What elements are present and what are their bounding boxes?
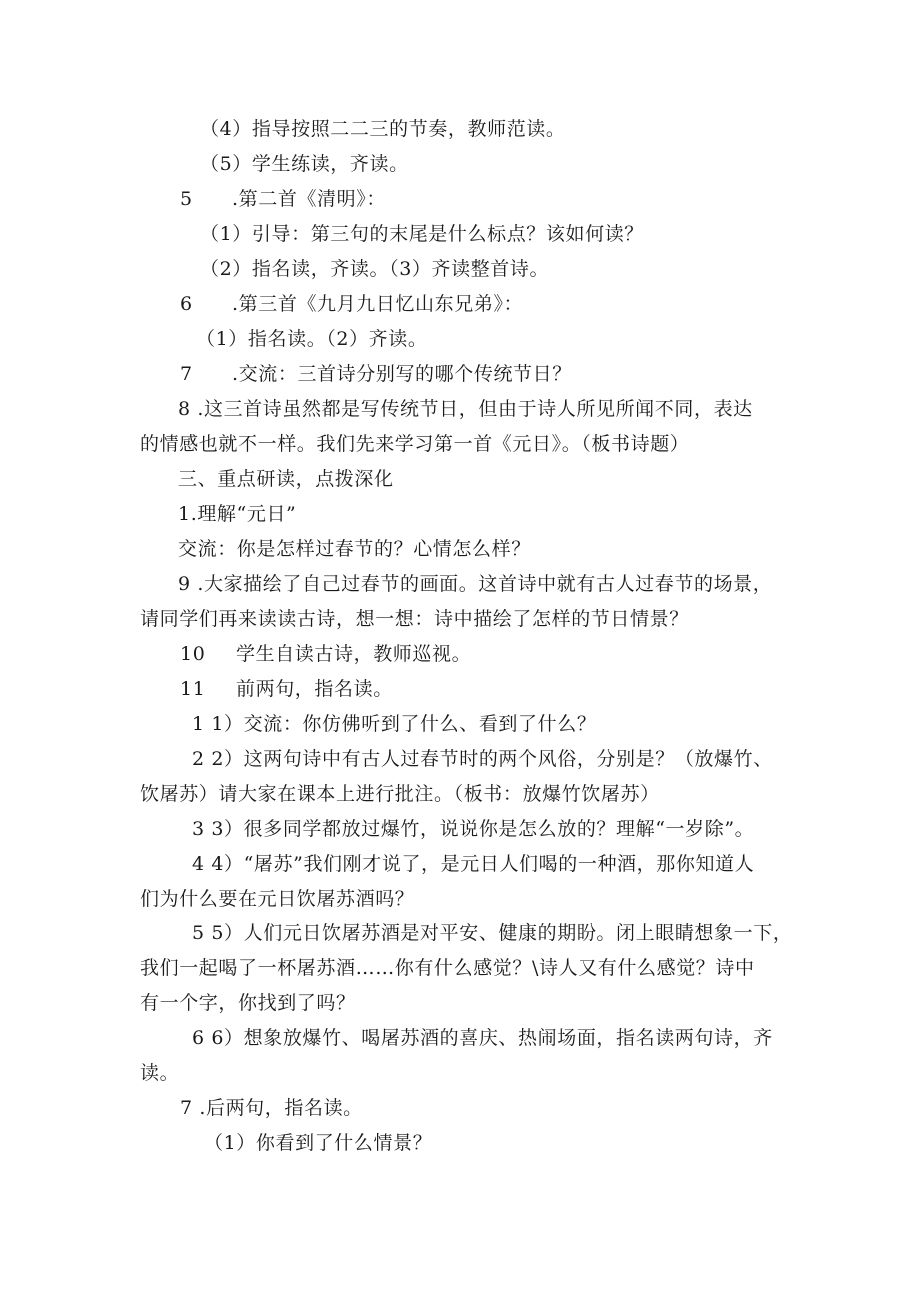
text-line: 7 .后两句，指名读。 [180,1097,363,1119]
text-line: 读。 [140,1062,180,1084]
text-line: 1.理解“元日” [178,503,297,525]
line-text: 学生自读古诗，教师巡视。 [236,643,472,665]
numbered-line [180,642,471,666]
text-line: 9 .大家描绘了自己过春节的画面。这首诗中就有古人过春节的场景， [178,573,773,595]
numbered-line [180,362,572,386]
list-number: 10 [180,643,206,665]
text-line: 5 5）人们元日饮屠苏酒是对平安、健康的期盼。闭上眼睛想象一下， [192,922,793,944]
text-line: 有一个字，你找到了吗？ [140,992,356,1014]
text-line: 1 1）交流：你仿佛听到了什么、看到了什么？ [192,713,597,735]
line-text: .交流：三首诗分别写的哪个传统节日？ [232,363,572,385]
numbered-line [180,187,386,211]
text-line: 的情感也就不一样。我们先来学习第一首《元日》。（板书诗题） [140,433,690,455]
text-line: 我们一起喝了一杯屠苏酒……你有什么感觉？\诗人又有什么感觉？诗中 [140,957,755,979]
text-line: 6 6）想象放爆竹、喝屠苏酒的喜庆、热闹场面，指名读两句诗，齐 [192,1027,773,1049]
line-text: .第三首《九月九日忆山东兄弟》： [232,293,524,315]
text-line: （1）引导：第三句的末尾是什么标点？该如何读？ [200,223,644,245]
numbered-line [180,677,393,701]
text-line: 交流：你是怎样过春节的？心情怎么样？ [178,538,531,560]
numbered-line [180,292,523,316]
text-line: （1）你看到了什么情景？ [204,1132,433,1154]
text-line: （1）指名读。（2）齐读。 [196,328,428,350]
list-number: 7 [180,363,193,385]
list-number: 5 [180,188,193,210]
text-line: （4）指导按照二二三的节奏，教师范读。 [200,118,566,140]
text-line: 们为什么要在元日饮屠苏酒吗？ [140,888,415,910]
text-line: 3 3）很多同学都放过爆竹，说说你是怎么放的？理解“一岁除”。 [192,818,755,840]
line-text: 前两句，指名读。 [236,678,393,700]
text-line: 请同学们再来读读古诗，想一想：诗中描绘了怎样的节日情景？ [140,608,689,630]
line-text: .第二首《清明》： [232,188,386,210]
list-number: 11 [180,678,206,700]
section-heading: 三、重点研读，点拨深化 [178,468,394,490]
text-line: 2 2）这两句诗中有古人过春节时的两个风俗，分别是？（放爆竹、 [192,748,773,770]
text-line: （5）学生练读，齐读。 [200,153,409,175]
list-number: 6 [180,293,193,315]
text-line: 4 4）“屠苏”我们刚才说了，是元日人们喝的一种酒，那你知道人 [192,853,755,875]
text-line: （2）指名读，齐读。（3）齐读整首诗。 [200,258,550,280]
text-line: 饮屠苏）请大家在课本上进行批注。（板书：放爆竹饮屠苏） [140,783,660,805]
text-line: 8 .这三首诗虽然都是写传统节日，但由于诗人所见所闻不同，表达 [178,398,753,420]
